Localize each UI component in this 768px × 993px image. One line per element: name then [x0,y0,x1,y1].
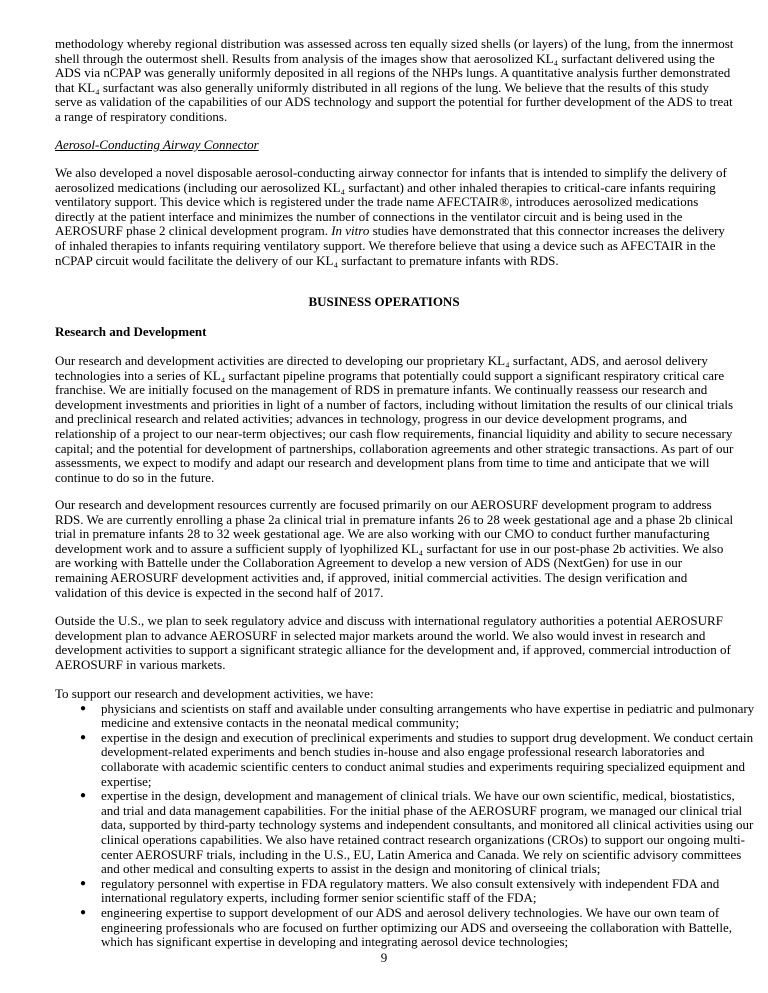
text-line: directly at the patient interface and minimizes the number of connections in the ventilator circuit and is being used in the [55,208,683,224]
text-line: Our research and development resources currently are focused primarily on our AEROSURF development program to address [55,497,712,512]
bullet-icon: ● [80,702,87,714]
text-line: and trial and data management capabilities. For the initial phase of the AEROSURF program, we managed our clinical trial [101,802,743,818]
text-line: aerosolized medications (including our aerosolized KL₄ surfactant) and other inhaled therapies to critical-care infants requiring [55,179,716,195]
text-line: development work and to assure a sufficient supply of lyophilized KL₄ surfactant for use in our post-phase 2b activities. We also [55,540,724,556]
paragraph-support-intro [55,687,735,702]
bullet-text [101,702,754,731]
page-number-text: 9 [380,950,388,965]
bullet-icon: ● [80,790,87,802]
text-line: remaining AEROSURF development activities and, if approved, initial commercial activities. The design verification and [55,569,688,585]
text-line: AEROSURF in various markets. [55,656,226,672]
text-line: and preclinical research and related activities; advances in technology, progress in our device development programs, and [55,411,687,427]
text-line: engineering professionals who are focused on further optimizing our ADS and overseeing the collaboration with Battelle, [101,919,733,935]
text-line: development-related experiments and bench studies in-house and also engage professional research laboratories and [101,744,705,760]
text-line: ADS via nCPAP was generally uniformly deposited in all regions of the NHPs lungs. A quantitative analysis further demonstrated [55,65,731,81]
text-line: international regulatory experts, including former senior scientific staff of the FDA; [101,890,537,906]
text-line: physicians and scientists on staff and available under consulting arrangements who have expertise in pediatric and pulmonary [101,700,755,716]
text-line: medicine and extensive contacts in the neonatal medical community; [101,715,460,731]
text-line: validation of this device is expected in the second half of 2017. [55,584,384,600]
text-line: regulatory personnel with expertise in FDA regulatory matters. We also consult extensively with independent FDA and [101,875,720,891]
text-line: center AEROSURF trials, including in the U.S., EU, Latin America and Canada. We rely on scientific advisory committees [101,846,742,862]
text-line: relationship of a project to our near-term objectives; our cash flow requirements, financial liquidity and ability to secure necessary [55,425,733,441]
bullet-icon: ● [80,877,87,889]
text-line: ventilatory support. This device which is registered under the trade name AFECTAIR®, introduces aerosolized medications [55,194,699,210]
subheading-airway-connector [55,138,735,153]
text-line: assessments, we expect to modify and adapt our research and development plans from time to time and anticipate that we will [55,455,710,471]
text-line: that KL₄ surfactant was also generally uniformly distributed in all regions of the lung. We believe that the results of this study [55,79,709,95]
heading-research-development [55,325,735,340]
text-line: development plan to advance AEROSURF in selected major markets around the world. We also would invest in research and [55,627,706,643]
text-line: RDS. We are currently enrolling a phase 2a clinical trial in premature infants 26 to 28 week gestational age and a phase 2b clinical [55,511,734,527]
heading-text: Research and Development [55,324,207,339]
text-line: a range of respiratory conditions. [55,108,228,124]
text-line: trial in premature infants 28 to 32 week gestational age. We are also working with our CMO to conduct further manufacturing [55,526,710,542]
text-line: technologies into a series of KL₄ surfactant pipeline programs that potentially could support a significant respiratory critical care [55,367,725,383]
text-line: clinical operations capabilities. We also have retained contract research organizations (CROs) to support our ongoing multi- [101,831,745,847]
text-line: which has significant expertise in developing and integrating aerosol device technologies; [101,934,569,950]
text-line: are working with Battelle under the Collaboration Agreement to develop a new version of ADS (NextGen) for use in our [55,555,683,571]
bullet-text [101,789,753,877]
text-line: engineering expertise to support development of our ADS and aerosol delivery technologies. We have our own team of [101,905,720,920]
subheading-text: Aerosol-Conducting Airway Connector [55,137,259,152]
text-line: of inhaled therapies to infants requiring ventilatory support. We therefore believe that using a device such as AFECTAIR in the [55,237,716,253]
paragraph-afectair [55,166,735,268]
text-line: shell through the outermost shell. Results from analysis of the images show that aerosolized KL₄ surfactant delivered using the [55,50,715,66]
text-line: AEROSURF phase 2 clinical development program. In vitro studies have demonstrated that this connector increases the delivery [55,223,725,239]
text-line: data, supported by third-party technology systems and independent consultants, and monitored all clinical activities using our [101,817,754,833]
bullet-text [101,906,732,950]
text-line: serve as validation of the capabilities of our ADS technology and support the potential for further development of the ADS to treat [55,94,733,110]
text-line: and other medical and consulting experts to assist in the design and monitoring of clinical trials; [101,861,601,877]
bullet-text [101,731,753,789]
text-line: To support our research and development activities, we have: [55,686,374,701]
text-line: Outside the U.S., we plan to seek regulatory advice and discuss with international regulatory authorities a potential AEROSURF [55,613,723,628]
bullet-icon: ● [80,731,87,743]
text-line: Our research and development activities are directed to developing our proprietary KL₄ surfactant, ADS, and aerosol delivery [55,353,708,368]
text-line: nCPAP circuit would facilitate the delivery of our KL₄ surfactant to premature infants with RDS. [55,252,559,268]
paragraph-rd-activities [55,354,735,485]
text-line: development activities to support a significant strategic alliance for the development and, if approved, commercial introduction of [55,642,731,658]
text-line: capital; and the potential for development of partnerships, collaboration agreements and other strategic transactions. As part of our [55,440,734,456]
paragraph-outside-us [55,614,735,672]
text-line: development investments and priorities in light of a number of factors, including without limitation the results of our clinical trials [55,396,734,412]
text-line: continue to do so in the future. [55,469,215,485]
text-line: expertise in the design, development and management of clinical trials. We have our own scientific, medical, biostatistics, [101,788,735,804]
text-line: expertise in the design and execution of preclinical experiments and studies to support drug development. We conduct certain [101,729,754,745]
text-line: methodology whereby regional distribution was assessed across ten equally sized shells (or layers) of the lung, from the innermost [55,36,734,51]
text-line: franchise. We are initially focused on the management of RDS in premature infants. We continually reassess our research and [55,382,708,398]
paragraph-rd-resources [55,498,735,600]
paragraph-ads-study [55,37,735,125]
bullet-icon: ● [80,907,87,918]
text-line: We also developed a novel disposable aerosol-conducting airway connector for infants that is intended to simplify the delivery of [55,165,727,180]
section-title-text: BUSINESS OPERATIONS [308,294,460,309]
bullet-text [101,877,719,906]
section-title [0,295,768,310]
page-number [0,951,768,966]
text-line: expertise; [101,773,152,789]
text-line: collaborate with academic scientific centers to conduct animal studies and experiments requiring specialized equipment and [101,758,745,774]
